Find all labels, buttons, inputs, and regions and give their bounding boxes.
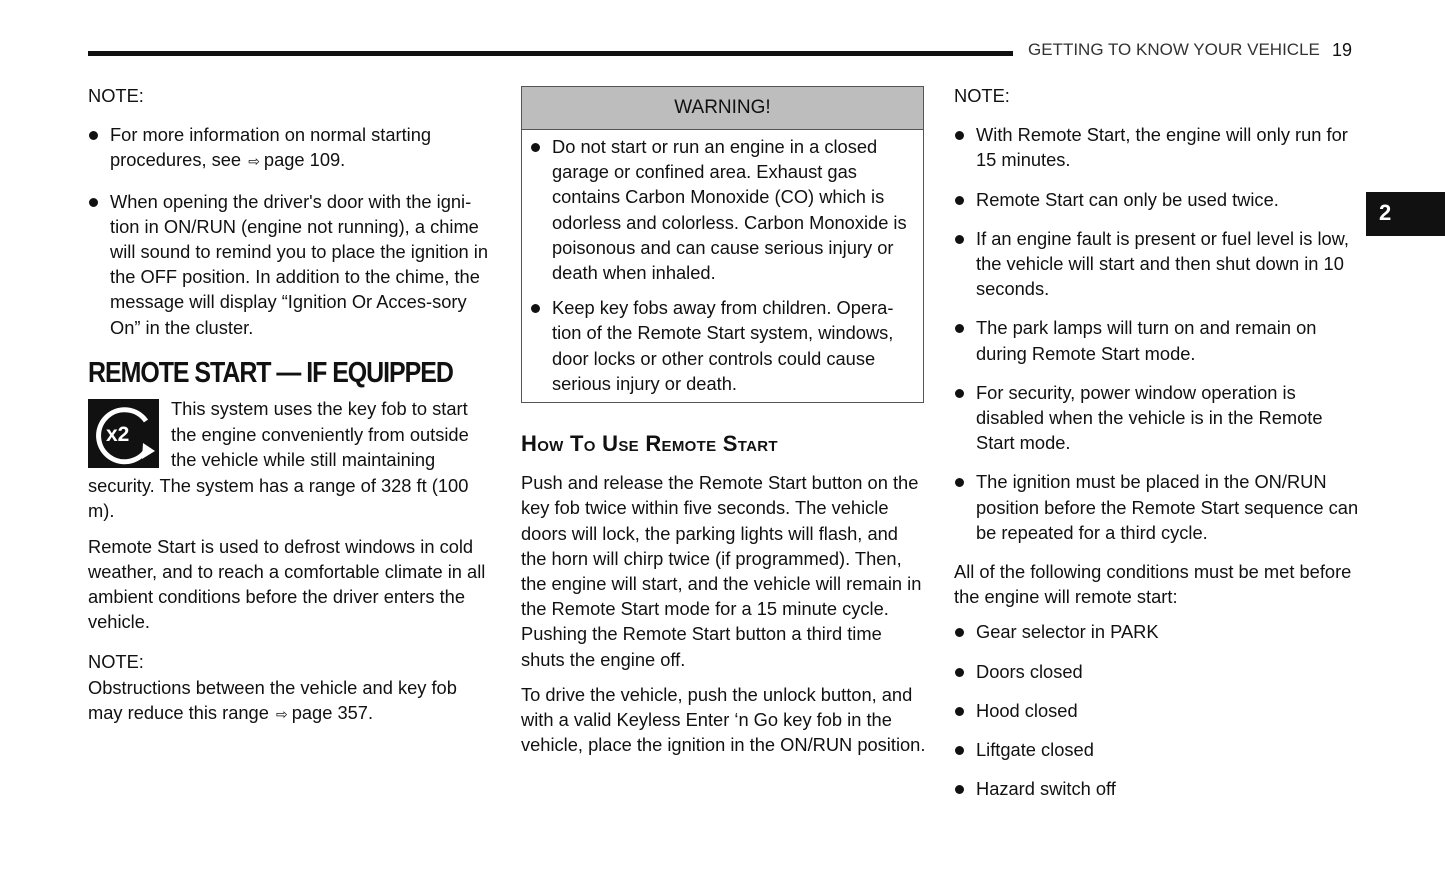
list-item: Do not start or run an engine in a closed garage or confined area. Exhaust gas contains Carbon Monoxide (CO) which is odorless and colorless. Carbon Monoxide is poisonous and can cause serious injury or death when inhaled. xyxy=(530,134,915,285)
list-item: With Remote Start, the engine will only run for 15 minutes. xyxy=(954,122,1359,172)
warning-title: WARNING! xyxy=(522,87,923,130)
icon-label: x2 xyxy=(106,423,130,447)
list-item: Remote Start can only be used twice. xyxy=(954,187,1359,212)
note-text: For more information on normal starting procedures, see xyxy=(110,124,432,171)
list-item: Doors closed xyxy=(954,659,1359,684)
note-list xyxy=(954,122,1359,545)
page-ref-arrow-icon: ⇨ xyxy=(248,153,260,170)
list-item: Liftgate closed xyxy=(954,737,1359,762)
list-item: For security, power window operation is disabled when the vehicle is in the Remote Start mode. xyxy=(954,380,1359,456)
intro-paragraph: This system uses the key fob to start the engine conveniently from outside the vehicle while still maintaining security. The system has a range of 328 ft (100 m). xyxy=(88,398,469,522)
chapter-tab[interactable]: 2 xyxy=(1366,192,1445,236)
page-number: 19 xyxy=(1332,40,1353,60)
subsection-title: How To Use Remote Start xyxy=(521,431,778,457)
intro-block xyxy=(88,396,493,524)
list-item xyxy=(88,122,493,174)
header-rule xyxy=(88,51,1013,56)
list-item: Hood closed xyxy=(954,698,1359,723)
warning-list xyxy=(530,134,915,396)
note-text: Obstructions between the vehicle and key fob may reduce this range xyxy=(88,676,457,723)
paragraph: Push and release the Remote Start button on the key fob twice within five seconds. The vehicle doors will lock, the parking lights will flash, and the horn will chirp twice (if programmed). Then, the engine will start, and the vehicle will remain in the Remote Start mode for a 15 minute cycle. Pushing the Remote Start button a third time shuts the engine off. xyxy=(521,472,922,670)
paragraph: To drive the vehicle, push the unlock button, and with a valid Keyless Enter ‘n Go key fob in the vehicle, place the ignition in the ON/RUN position. xyxy=(521,683,926,756)
list-item: If an engine fault is present or fuel level is low, the vehicle will start and then shut down in 10 seconds. xyxy=(954,226,1359,302)
note-label: NOTE: xyxy=(954,85,1010,106)
page-ref-arrow-icon: ⇨ xyxy=(275,705,288,722)
conditions-list xyxy=(954,619,1359,801)
note-paragraph xyxy=(88,675,493,727)
list-item: Gear selector in PARK xyxy=(954,619,1359,644)
list-item: The ignition must be placed in the ON/RUN position before the Remote Start sequence can be repeated for a third cycle. xyxy=(954,469,1359,545)
list-item: Keep key fobs away from children. Opera-tion of the Remote Start system, windows, door locks or other controls could cause serious injury or death. xyxy=(530,295,915,396)
page-ref-link[interactable]: page 357. xyxy=(291,701,374,723)
warning-body xyxy=(522,130,923,402)
list-item: The park lamps will turn on and remain on during Remote Start mode. xyxy=(954,315,1359,365)
running-head: GETTING TO KNOW YOUR VEHICLE xyxy=(1028,40,1320,59)
warning-box xyxy=(521,86,924,403)
column-right xyxy=(954,80,1359,801)
note-label: NOTE: xyxy=(88,651,144,673)
column-left xyxy=(88,80,493,727)
column-middle xyxy=(521,86,926,757)
paragraph: All of the following conditions must be met before the engine will remote start: xyxy=(954,561,1352,608)
section-title: REMOTE START — IF EQUIPPED xyxy=(88,356,453,389)
paragraph: Remote Start is used to defrost windows in cold weather, and to reach a comfortable climate in all ambient conditions before the driver enters the vehicle. xyxy=(88,535,486,633)
note-label: NOTE: xyxy=(88,85,144,106)
note-list xyxy=(88,122,493,340)
list-item: When opening the driver's door with the igni-tion in ON/RUN (engine not running), a chime will sound to remind you to place the ignition in the OFF position. In addition to the chime, the message will display “Ignition Or Acces-sory On” in the cluster. xyxy=(88,189,493,340)
page-ref-link[interactable]: page 109. xyxy=(263,149,346,171)
remote-start-x2-icon xyxy=(88,399,159,468)
list-item: Hazard switch off xyxy=(954,776,1359,801)
